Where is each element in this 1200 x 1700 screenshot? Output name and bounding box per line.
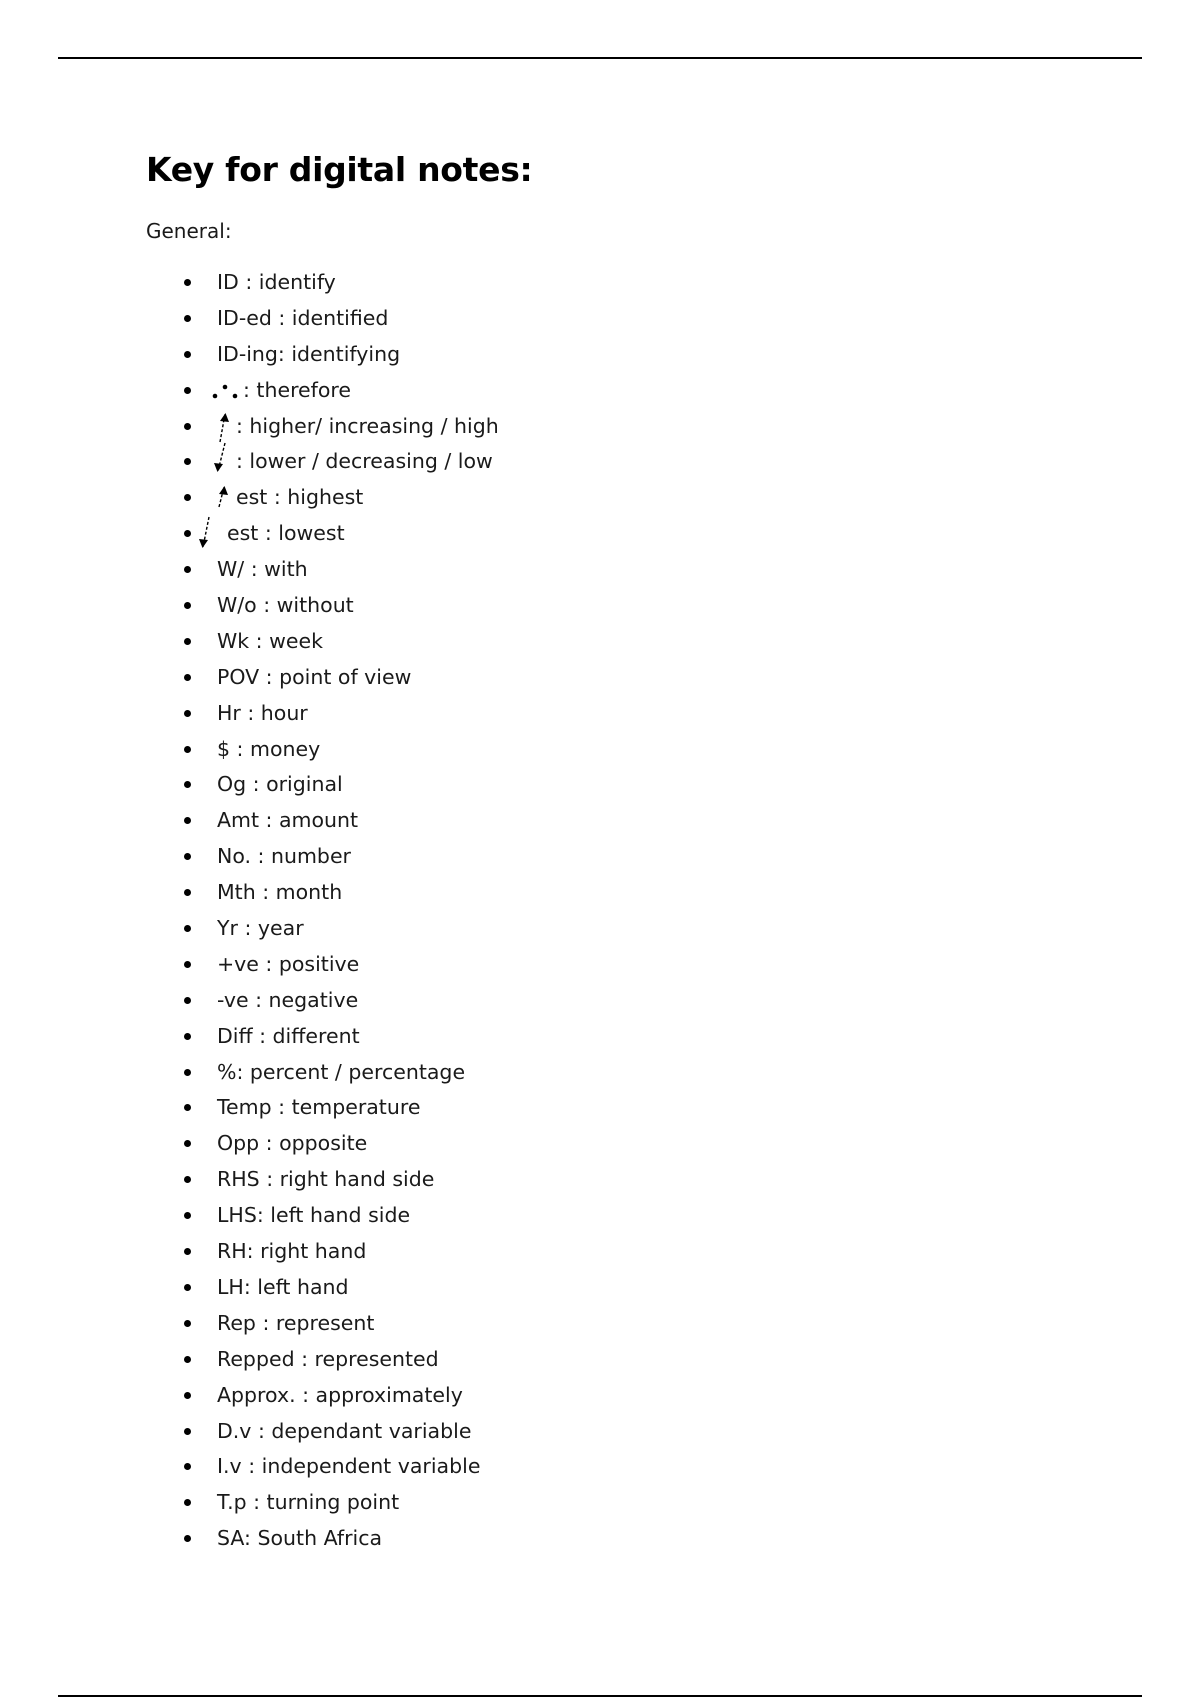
list-item-text: ID-ing: identifying	[217, 341, 401, 366]
list-item-text: RH: right hand	[217, 1239, 367, 1264]
bullet-icon	[184, 1356, 191, 1363]
list-item-text: : higher/ increasing / high	[236, 413, 499, 438]
bullet-icon	[184, 1392, 191, 1399]
bullet-icon	[184, 423, 191, 430]
bullet-icon	[184, 1463, 191, 1470]
up-arrow-icon	[203, 477, 237, 513]
bullet-icon	[184, 853, 191, 860]
list-item-text: +ve : positive	[217, 951, 360, 976]
bullet-icon	[184, 1535, 191, 1542]
bullet-icon	[184, 1320, 191, 1327]
bullet-icon	[184, 961, 191, 968]
bullet-icon	[184, 1176, 191, 1183]
list-item-text: est : highest	[236, 485, 364, 510]
bullet-icon	[184, 638, 191, 645]
page-title: Key for digital notes:	[146, 150, 533, 189]
bullet-icon	[184, 817, 191, 824]
list-item-text: Mth : month	[217, 880, 343, 905]
list-item-text: Hr : hour	[217, 700, 308, 725]
bullet-icon	[184, 781, 191, 788]
list-item-text: Og : original	[217, 772, 343, 797]
top-rule	[58, 57, 1142, 59]
list-item-text: : lower / decreasing / low	[236, 449, 493, 474]
bullet-icon	[184, 279, 191, 286]
bottom-rule	[58, 1695, 1142, 1697]
list-item-text: Approx. : approximately	[217, 1382, 463, 1407]
bullet-icon	[184, 1284, 191, 1291]
list-item-text: Amt : amount	[217, 808, 359, 833]
list-item-text: est : lowest	[227, 521, 345, 546]
bullet-icon	[184, 997, 191, 1004]
bullet-icon	[184, 1499, 191, 1506]
section-label-general: General:	[146, 219, 232, 243]
bullet-icon	[184, 1212, 191, 1219]
list-item-text: W/o : without	[217, 593, 354, 618]
list-item-text: Wk : week	[217, 628, 323, 653]
bullet-icon	[184, 1104, 191, 1111]
list-item-text: I.v : independent variable	[217, 1454, 481, 1479]
list-item-text: : therefore	[243, 377, 352, 402]
bullet-icon	[184, 387, 191, 394]
list-item-text: Opp : opposite	[217, 1131, 368, 1156]
list-item-text: Yr : year	[217, 916, 304, 941]
bullet-icon	[184, 746, 191, 753]
therefore-icon	[210, 370, 244, 406]
list-item-text: Repped : represented	[217, 1346, 439, 1371]
list-item-text: T.p : turning point	[217, 1490, 400, 1515]
bullet-icon	[184, 710, 191, 717]
list-item-text: ID : identify	[217, 270, 336, 294]
list-item-text: RHS : right hand side	[217, 1167, 435, 1192]
bullet-icon	[184, 1033, 191, 1040]
list-item-text: Diff : different	[217, 1023, 360, 1048]
bullet-icon	[184, 1248, 191, 1255]
bullet-icon	[184, 1069, 191, 1076]
bullet-icon	[184, 889, 191, 896]
bullet-icon	[184, 674, 191, 681]
list-item-text: No. : number	[217, 844, 351, 869]
list-item-text: %: percent / percentage	[217, 1059, 466, 1084]
bullet-icon	[184, 925, 191, 932]
list-item-text: POV : point of view	[217, 664, 412, 689]
list-item-text: LH: left hand	[217, 1274, 349, 1299]
list-item-text: LHS: left hand side	[217, 1203, 411, 1228]
list-item-text: $ : money	[217, 736, 321, 761]
list-item-text: ID-ed : identified	[217, 305, 389, 330]
bullet-icon	[184, 458, 191, 465]
bullet-icon	[184, 315, 191, 322]
bullet-icon	[184, 494, 191, 501]
list-item-text: D.v : dependant variable	[217, 1418, 472, 1443]
bullet-icon	[184, 530, 191, 537]
list-item-text: W/ : with	[217, 557, 308, 582]
bullet-icon	[184, 1428, 191, 1435]
list-item-text: SA: South Africa	[217, 1526, 383, 1551]
list-item-text: Rep : represent	[217, 1310, 375, 1335]
bullet-icon	[184, 602, 191, 609]
bullet-icon	[184, 566, 191, 573]
list-item-text: Temp : temperature	[217, 1095, 421, 1120]
bullet-icon	[184, 1140, 191, 1147]
bullet-icon	[184, 351, 191, 358]
list-item-text: -ve : negative	[217, 987, 359, 1012]
